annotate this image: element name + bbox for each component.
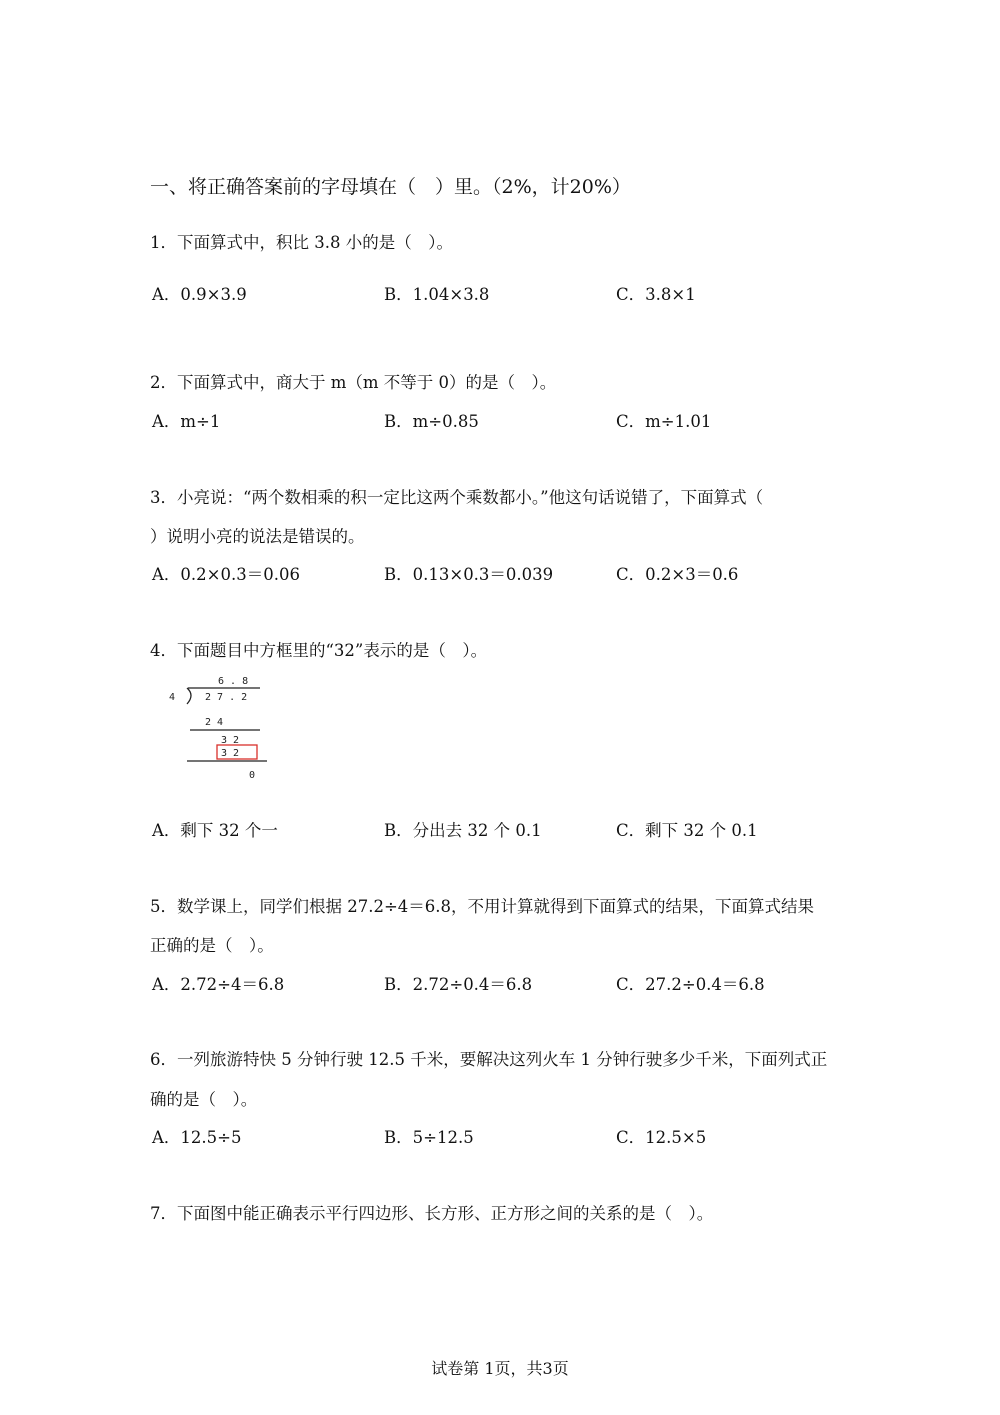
question-2-option-b: B．m÷0.85 <box>384 412 479 431</box>
question-4-option-c: C．剩下 32 个 0.1 <box>616 821 758 840</box>
question-4-option-a: A．剩下 32 个一 <box>152 821 278 840</box>
question-5-text-line1: 5．数学课上，同学们根据 27.2÷4＝6.8，不用计算就得到下面算式的结果，下面算式结果 <box>150 897 815 916</box>
question-7-text: 7．下面图中能正确表示平行四边形、长方形、正方形之间的关系的是（ ）。 <box>150 1204 714 1223</box>
section-title: 一、将正确答案前的字母填在（ ）里。（2%，计20%） <box>150 176 631 198</box>
question-3-text-line2: ）说明小亮的说法是错误的。 <box>150 527 365 546</box>
question-3-text-line1: 3．小亮说：“两个数相乘的积一定比这两个乘数都小。”他这句话说错了，下面算式（ <box>150 488 764 507</box>
division-quotient: 6 . 8 <box>218 676 249 687</box>
question-6-option-a: A．12.5÷5 <box>152 1128 242 1147</box>
question-5-option-a: A．2.72÷4＝6.8 <box>152 975 285 994</box>
question-6-option-c: C．12.5×5 <box>616 1128 707 1147</box>
question-5-option-c: C．27.2÷0.4＝6.8 <box>616 975 765 994</box>
question-1-text: 1．下面算式中，积比 3.8 小的是（ ）。 <box>150 233 453 252</box>
question-2-text: 2．下面算式中，商大于 m（m 不等于 0）的是（ ）。 <box>150 373 557 392</box>
division-step-product: 2 4 <box>205 717 224 728</box>
question-2-option-a: A．m÷1 <box>152 412 221 431</box>
question-1-option-c: C．3.8×1 <box>616 285 696 304</box>
question-5-text-line2: 正确的是（ ）。 <box>150 936 274 955</box>
division-boxed-32: 3 2 <box>221 748 240 759</box>
question-4-text: 4．下面题目中方框里的“32”表示的是（ ）。 <box>150 641 488 660</box>
question-2-option-c: C．m÷1.01 <box>616 412 712 431</box>
division-divisor: 4 <box>169 692 176 703</box>
question-5-option-b: B．2.72÷0.4＝6.8 <box>384 975 533 994</box>
division-dividend: 2 7 . 2 <box>205 692 248 703</box>
division-final-remainder: 0 <box>249 770 256 781</box>
question-4-option-b: B．分出去 32 个 0.1 <box>384 821 542 840</box>
question-3-option-a: A．0.2×0.3＝0.06 <box>152 565 300 584</box>
question-3-option-b: B．0.13×0.3＝0.039 <box>384 565 554 584</box>
question-1-option-a: A．0.9×3.9 <box>152 285 247 304</box>
question-3-option-c: C．0.2×3＝0.6 <box>616 565 739 584</box>
page-footer: 试卷第 1页，共3页 <box>431 1359 569 1378</box>
division-step-remainder: 3 2 <box>221 735 240 746</box>
long-division-figure <box>165 670 275 785</box>
question-6-text-line2: 确的是（ ）。 <box>150 1090 258 1109</box>
question-1-option-b: B．1.04×3.8 <box>384 285 490 304</box>
question-6-option-b: B．5÷12.5 <box>384 1128 474 1147</box>
question-6-text-line1: 6．一列旅游特快 5 分钟行驶 12.5 千米，要解决这列火车 1 分钟行驶多少千米，下面列式正 <box>150 1050 828 1069</box>
